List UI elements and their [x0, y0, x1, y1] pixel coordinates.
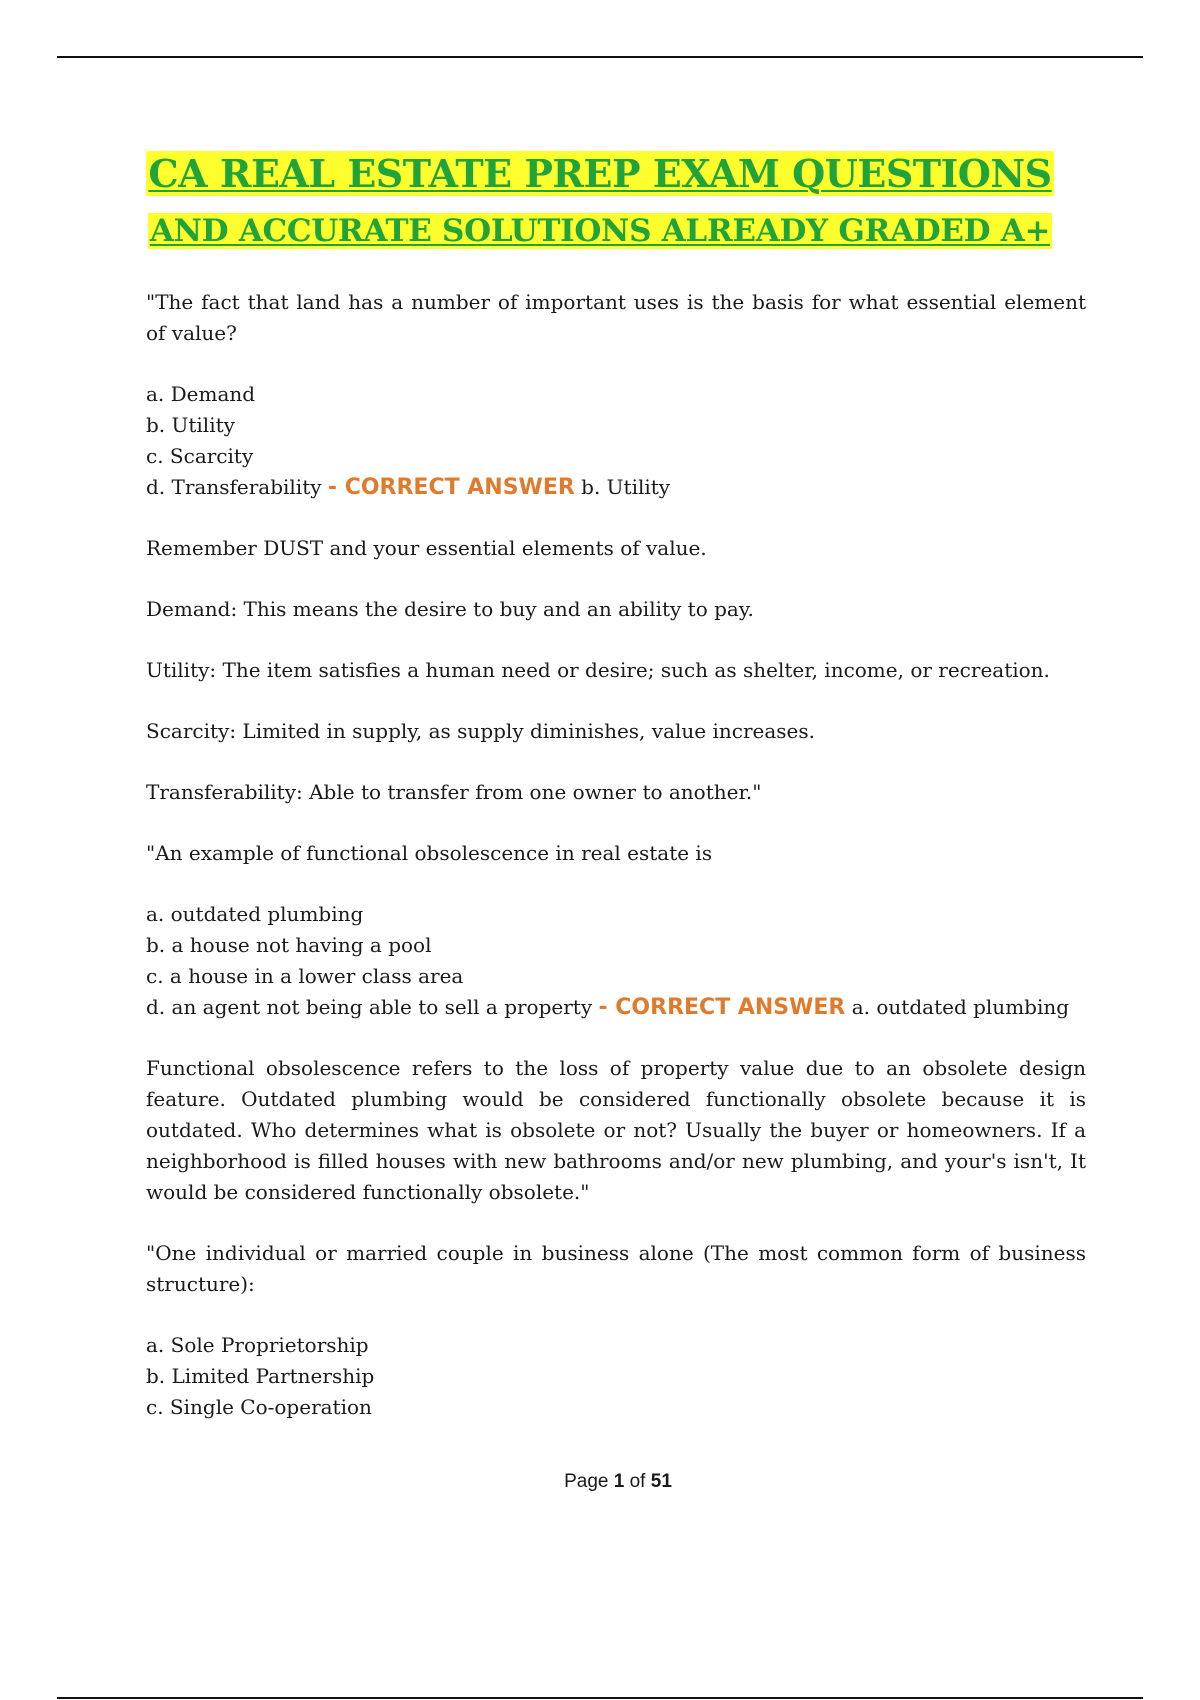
q2-explanation: Functional obsolescence refers to the loss of property value due to an obsolete design feature. Outdated plumbing would be considered functionally obsolete because it is outdated. Who determines what is obsolete or not? Usually the buyer or homeowners. If a neighborhood is filled houses with new bathrooms and/or new plumbing, and your's isn't, It would be considered functionally obsolete." [146, 1056, 1086, 1204]
q2-answer: a. outdated plumbing [851, 995, 1070, 1019]
bottom-rule [57, 1697, 1143, 1699]
q2-option-d: d. an agent not being able to sell a property [146, 995, 593, 1019]
page-label: Page [564, 1471, 609, 1492]
q2-option-a: a. outdated plumbing [146, 902, 364, 926]
total-pages: 51 [650, 1471, 672, 1492]
q1-explanation-3: Utility: The item satisfies a human need or desire; such as shelter, income, or recreation. [146, 658, 1050, 682]
correct-answer-label: - CORRECT ANSWER [327, 475, 575, 500]
q2-option-d-with-answer [146, 992, 1086, 1023]
q1-explanation-4: Scarcity: Limited in supply, as supply diminishes, value increases. [146, 719, 815, 743]
q1-option-c: c. Scarcity [146, 444, 254, 468]
q1-option-d-with-answer [146, 472, 1086, 503]
question-2-text: "An example of functional obsolescence in real estate is [146, 841, 713, 865]
q1-option-b: b. Utility [146, 413, 235, 437]
q1-explanation-1: Remember DUST and your essential elements of value. [146, 536, 707, 560]
page-footer [0, 1471, 1200, 1493]
top-rule [57, 56, 1143, 58]
document-body [146, 287, 1086, 1423]
q1-option-d: d. Transferability [146, 475, 322, 499]
q2-option-c: c. a house in a lower class area [146, 964, 464, 988]
of-label: of [629, 1471, 646, 1492]
q1-explanation-5: Transferability: Able to transfer from one owner to another." [146, 780, 762, 804]
q2-option-b: b. a house not having a pool [146, 933, 432, 957]
q1-explanation-2: Demand: This means the desire to buy and an ability to pay. [146, 597, 754, 621]
document-title-line-1: CA REAL ESTATE PREP EXAM QUESTIONS [148, 151, 1052, 196]
q3-option-b: b. Limited Partnership [146, 1364, 375, 1388]
document-title-line-2: AND ACCURATE SOLUTIONS ALREADY GRADED A+ [149, 213, 1051, 249]
question-1-text: "The fact that land has a number of important uses is the basis for what essential element of value? [146, 290, 1086, 345]
q1-option-a: a. Demand [146, 382, 256, 406]
q3-option-a: a. Sole Proprietorship [146, 1333, 369, 1357]
question-3-text: "One individual or married couple in business alone (The most common form of business structure): [146, 1241, 1086, 1296]
correct-answer-label: - CORRECT ANSWER [598, 995, 846, 1020]
q1-answer: b. Utility [581, 475, 671, 499]
q3-option-c: c. Single Co-operation [146, 1395, 372, 1419]
current-page-number: 1 [613, 1471, 625, 1492]
